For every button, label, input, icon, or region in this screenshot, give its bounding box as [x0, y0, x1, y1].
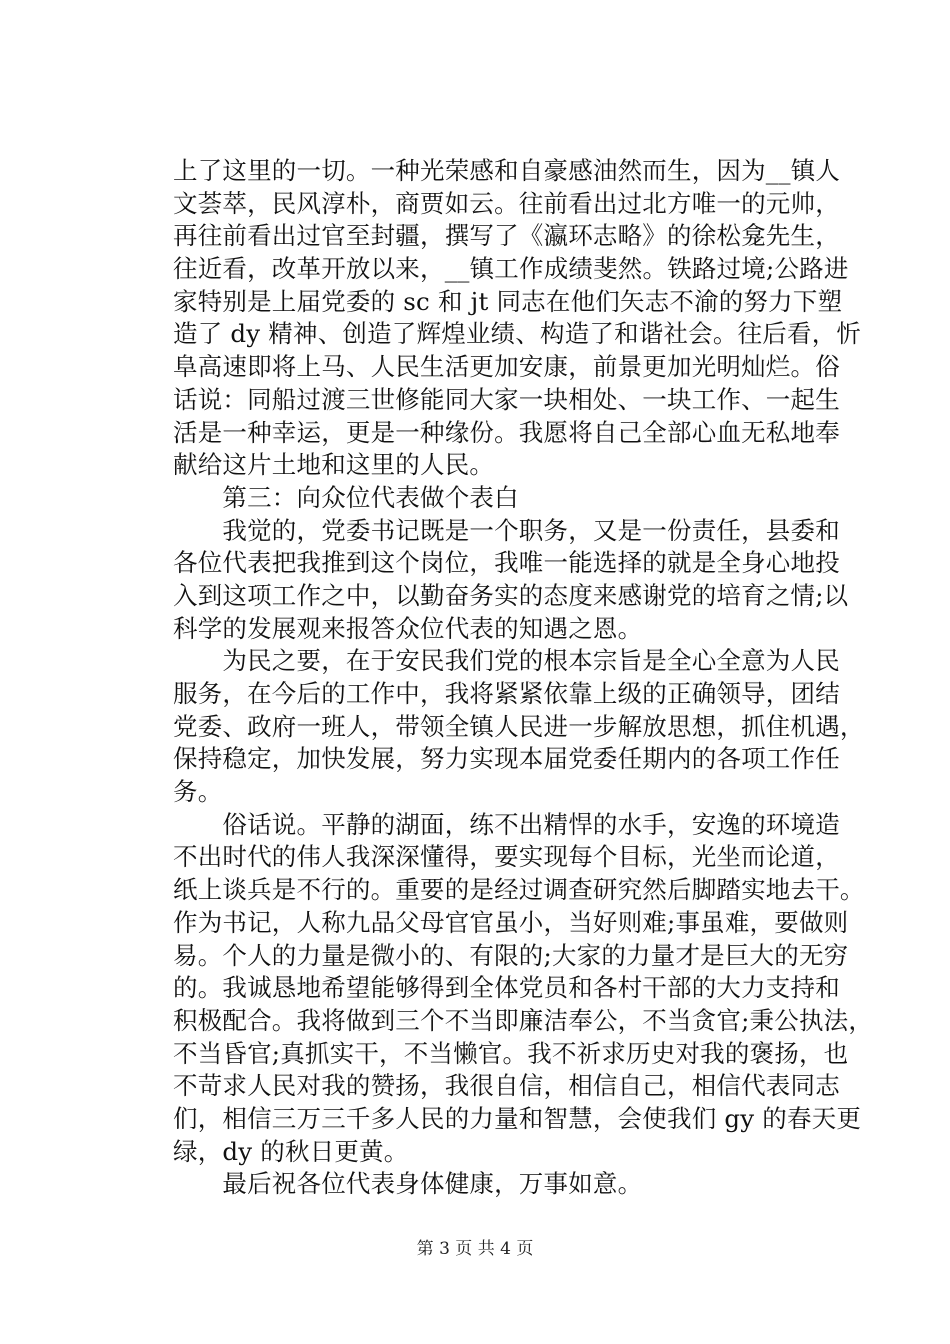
text-line: 服务，在今后的工作中，我将紧紧依靠上级的正确领导，团结 [173, 679, 840, 708]
text-line: 的。我诚恳地希望能够得到全体党员和各村干部的大力支持和 [173, 973, 840, 1003]
text-line: 不出时代的伟人我深深懂得，要实现每个目标，光坐而论道， [173, 842, 840, 872]
body-text [173, 155, 874, 1201]
section-heading: 第三：向众位代表做个表白 [173, 482, 519, 512]
text-line: 俗话说。平静的湖面，练不出精悍的水手，安逸的环境造 [173, 809, 840, 839]
text-line: 纸上谈兵是不行的。重要的是经过调查研究然后脚踏实地去干。 [173, 875, 865, 905]
text-line: 绿，dy 的秋日更黄。 [173, 1136, 409, 1166]
text-line: 党委、政府一班人，带领全镇人民进一步解放思想，抓住机遇， [173, 711, 865, 741]
text-line: 入到这项工作之中，以勤奋务实的态度来感谢党的培育之情;以 [173, 580, 849, 610]
closing-line: 最后祝各位代表身体健康，万事如意。 [173, 1169, 643, 1199]
text-line: 造了 dy 精神、创造了辉煌业绩、构造了和谐社会。往后看，忻 [173, 319, 862, 349]
text-line: 家特别是上届党委的 sc 和 jt 同志在他们矢志不渝的努力下塑 [173, 286, 843, 316]
text-line: 积极配合。我将做到三个不当即廉洁奉公，不当贪官;秉公执法， [173, 1005, 874, 1035]
text-line: 保持稳定，加快发展，努力实现本届党委任期内的各项工作任 [173, 744, 840, 774]
text-line: 不当昏官;真抓实干，不当懒官。我不祈求历史对我的褒扬，也 [173, 1038, 849, 1068]
text-line: 务。 [173, 777, 223, 807]
text-line: 献给这片土地和这里的人民。 [173, 450, 495, 480]
text-line: 话说：同船过渡三世修能同大家一块相处、一块工作、一起生 [173, 384, 840, 414]
text-line: 们，相信三万三千多人民的力量和智慧，会使我们 gy 的春天更 [173, 1103, 862, 1133]
page-footer: 第 3 页 共 4 页 [416, 1239, 534, 1259]
text-line: 易。个人的力量是微小的、有限的;大家的力量才是巨大的无穷 [173, 940, 849, 970]
text-line: 上了这里的一切。一种光荣感和自豪感油然而生，因为__镇人 [173, 156, 841, 185]
text-line: 为民之要，在于安民我们党的根本宗旨是全心全意为人民 [173, 646, 840, 676]
text-line: 阜高速即将上马、人民生活更加安康，前景更加光明灿烂。俗 [173, 352, 840, 382]
text-line: 活是一种幸运，更是一种缘份。我愿将自己全部心血无私地奉 [173, 417, 840, 447]
text-line: 作为书记，人称九品父母官官虽小，当好则难;事虽难，要做则 [173, 907, 849, 937]
text-line: 文荟萃，民风淳朴，商贾如云。往前看出过北方唯一的元帅， [173, 188, 840, 218]
text-line: 不苛求人民对我的赞扬，我很自信，相信自己，相信代表同志 [173, 1071, 840, 1101]
text-line: 往近看，改革开放以来，__镇工作成绩斐然。铁路过境;公路进 [173, 254, 849, 284]
text-line: 我觉的，党委书记既是一个职务，又是一份责任，县委和 [173, 515, 840, 545]
text-line: 再往前看出过官至封疆，撰写了《瀛环志略》的徐松龛先生， [173, 221, 840, 251]
text-line: 各位代表把我推到这个岗位，我唯一能选择的就是全身心地投 [173, 548, 840, 578]
text-line: 科学的发展观来报答众位代表的知遇之恩。 [173, 613, 643, 643]
